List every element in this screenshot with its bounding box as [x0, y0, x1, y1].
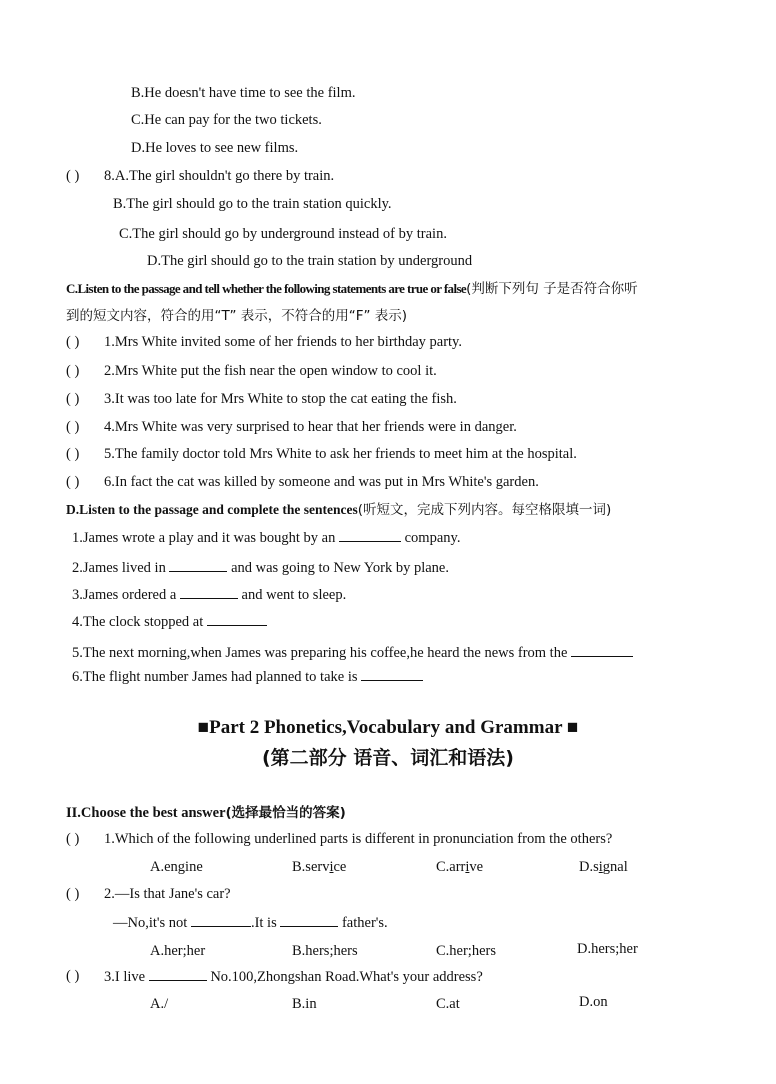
- c-paren-6: ( ): [66, 474, 80, 490]
- ii-q2-option-a: A.her;her: [150, 943, 206, 959]
- c-paren-3: ( ): [66, 391, 80, 407]
- c-item-2: 2.Mrs White put the fish near the open window to cool it.: [104, 363, 437, 379]
- d-item-5: [72, 643, 633, 662]
- ii-q1-b-underlined: i: [329, 859, 334, 875]
- q8-option-d: D.The girl should go to the train station by underground: [147, 253, 473, 269]
- d-item-1-post: company.: [404, 530, 461, 546]
- ii-q2-paren: ( ): [66, 886, 80, 902]
- c-item-4: 4.Mrs White was very surprised to hear that her friends were in danger.: [104, 419, 517, 435]
- c-paren-5: ( ): [66, 446, 80, 462]
- section-c-heading-cn: (判断下列句 子是否符合你听: [466, 281, 638, 297]
- d-item-4-pre: 4.The clock stopped at: [72, 614, 204, 630]
- d-item-2-post: and was going to New York by plane.: [231, 560, 449, 576]
- ii-q2-option-c: C.her;hers: [436, 943, 496, 959]
- ii-q3-option-a: A./: [150, 996, 169, 1012]
- c-item-3: 3.It was too late for Mrs White to stop the cat eating the fish.: [104, 391, 457, 407]
- d-item-2-pre: 2.James lived in: [72, 560, 166, 576]
- d-item-6: [72, 667, 423, 686]
- ii-q3-option-c: C.at: [436, 996, 460, 1012]
- ii-q1-option-d: [579, 858, 628, 876]
- ii-q1-d-pre: D.s: [579, 859, 599, 875]
- d-item-5-blank[interactable]: [571, 643, 633, 657]
- d-item-4-blank[interactable]: [207, 612, 267, 626]
- ii-q1-a-post: ine: [185, 859, 203, 875]
- ii-q1-b-pre: B.serv: [292, 859, 330, 875]
- d-item-6-blank[interactable]: [361, 667, 423, 681]
- q8-option-b: B.The girl should go to the train station quickly.: [113, 196, 392, 212]
- d-item-1-blank[interactable]: [339, 528, 401, 542]
- ii-q1-paren: ( ): [66, 831, 80, 847]
- c-item-1: 1.Mrs White invited some of her friends to her birthday party.: [104, 334, 462, 350]
- q7-option-d: D.He loves to see new films.: [131, 140, 299, 156]
- section-ii-heading: [66, 804, 346, 822]
- ii-q1-stem: 1.Which of the following underlined parts is different in pronunciation from the others?: [104, 831, 613, 847]
- ii-q1-c-underlined: i: [465, 859, 470, 875]
- ii-q3-stem-post: No.100,Zhongshan Road.What's your address?: [210, 969, 483, 985]
- c-paren-2: ( ): [66, 363, 80, 379]
- q8-paren: ( ): [66, 168, 80, 184]
- ii-q1-d-underlined: i: [598, 859, 603, 875]
- ii-q2-blank-2[interactable]: [280, 913, 338, 927]
- d-item-3-post: and went to sleep.: [241, 587, 347, 603]
- d-item-1: [72, 528, 460, 547]
- d-item-2-blank[interactable]: [169, 558, 227, 572]
- ii-q1-option-c: [436, 858, 483, 876]
- part2-title-cn: (第二部分 语音、词汇和语法): [262, 747, 514, 769]
- ii-q1-a-underlined: g: [177, 859, 186, 875]
- ii-q3-paren: ( ): [66, 968, 80, 984]
- ii-q2-line2: [113, 913, 388, 932]
- d-item-4: [72, 612, 267, 631]
- ii-q3-option-b: B.in: [292, 996, 317, 1012]
- d-item-3-pre: 3.James ordered a: [72, 587, 177, 603]
- q7-option-b: B.He doesn't have time to see the film.: [131, 85, 356, 101]
- c-paren-4: ( ): [66, 419, 80, 435]
- ii-q1-a-pre: A.en: [150, 859, 178, 875]
- ii-q2-option-b: B.hers;hers: [292, 943, 358, 959]
- section-ii-heading-cn: (选择最恰当的答案): [225, 805, 346, 821]
- c-paren-1: ( ): [66, 334, 80, 350]
- section-d-heading-cn: (听短文，完成下列内容。每空格限填一词): [357, 502, 612, 518]
- q8-option-c: C.The girl should go by underground instead of by train.: [119, 226, 447, 242]
- section-ii-heading-en: II.Choose the best answer: [66, 805, 226, 821]
- ii-q1-c-pre: C.arr: [436, 859, 466, 875]
- ii-q1-b-post: ce: [333, 859, 347, 875]
- ii-q1-c-post: ve: [469, 859, 484, 875]
- ii-q2-stem: 2.—Is that Jane's car?: [104, 886, 231, 902]
- c-item-6: 6.In fact the cat was killed by someone and was put in Mrs White's garden.: [104, 474, 539, 490]
- ii-q3-blank[interactable]: [149, 967, 207, 981]
- section-c-heading-en: C.Listen to the passage and tell whether the following statements are true or false: [66, 281, 467, 296]
- d-item-6-pre: 6.The flight number James had planned to take is: [72, 669, 358, 685]
- ii-q1-option-a: [150, 858, 203, 876]
- q8-option-a: 8.A.The girl shouldn't go there by train.: [104, 168, 335, 184]
- section-d-heading: [66, 501, 611, 519]
- section-d-heading-en: D.Listen to the passage and complete the sentences: [66, 502, 358, 517]
- ii-q2-line2-a: —No,it's not: [113, 915, 188, 931]
- ii-q2-blank-1[interactable]: [191, 913, 251, 927]
- ii-q1-option-b: [292, 858, 346, 876]
- section-c-heading-cn-2: 到的短文内容，符合的用“T” 表示，不符合的用“F” 表示): [66, 308, 408, 324]
- part2-title-en: ■Part 2 Phonetics,Vocabulary and Grammar ■: [197, 717, 579, 738]
- d-item-2: [72, 558, 449, 577]
- d-item-5-pre: 5.The next morning,when James was preparing his coffee,he heard the news from the: [72, 645, 568, 661]
- ii-q2-line2-c: father's.: [341, 915, 388, 931]
- q7-option-c: C.He can pay for the two tickets.: [131, 112, 322, 128]
- ii-q3-stem-pre: 3.I live: [104, 969, 146, 985]
- ii-q3-stem: [104, 967, 483, 986]
- d-item-3: [72, 585, 346, 604]
- section-c-heading: [66, 280, 638, 298]
- ii-q2-line2-b: .It is: [250, 915, 277, 931]
- ii-q3-option-d: D.on: [579, 994, 608, 1010]
- d-item-3-blank[interactable]: [180, 585, 238, 599]
- c-item-5: 5.The family doctor told Mrs White to ask her friends to meet him at the hospital.: [104, 446, 577, 462]
- ii-q2-option-d: D.hers;her: [577, 941, 638, 957]
- d-item-1-pre: 1.James wrote a play and it was bought by an: [72, 530, 336, 546]
- ii-q1-d-post: gnal: [602, 859, 628, 875]
